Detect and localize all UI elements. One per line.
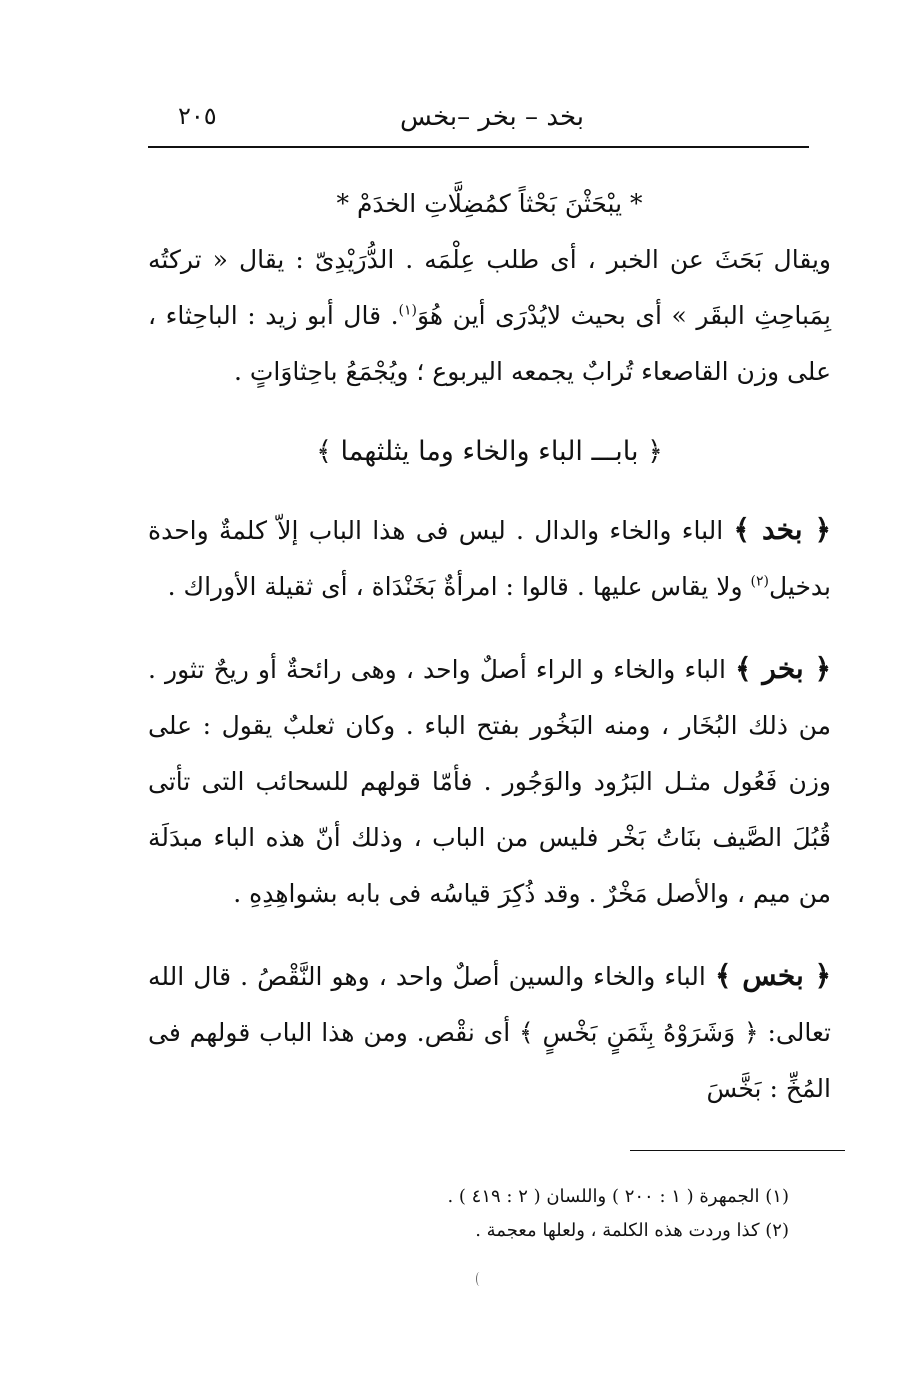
entry-bakhas: [148, 948, 831, 1117]
entry-text: الباء والخاء و الراء أصلٌ واحد ، وهى رائحةٌ أو ريحٌ تثور . من ذلك البُخَار ، ومنه البَخُور بفتح الباء . وكان ثعلبٌ يقول : على وزن فَعُول مثـل البَرُود والوَجُور . فأمّا قولهم للسحائب التى تأتى قُبُلَ الصَّيف بنَاتُ بَخْر فليس من الباب ، وذلك أنّ هذه الباء مبدَلَة من ميم ، والأصل مَخْرٌ . وقد ذُكِرَ قياسُه فى بابه بشواهِدِهِ .: [148, 655, 831, 908]
paragraph-text: ويقال بَحَثَ عن الخبر ، أى طلب عِلْمَه . الدُّرَيْدِىّ : يقال « تركتُه بِمَباحِثِ البقَر » أى بحيث لايُدْرَى أين هُوَ: [148, 245, 831, 330]
section-title: ﴿ بابـــ الباء والخاء وما يثلثهما ﴾: [316, 436, 663, 467]
footnote-ref-1[interactable]: (١): [398, 302, 418, 319]
entry-bakhar: [148, 641, 831, 922]
verse-line: * يبْحَثْنَ بَحْثاً كمُضِلَّاتِ الخدَمْ *: [336, 189, 643, 218]
stray-mark: [476, 1272, 483, 1286]
paragraph-bahath: [148, 232, 831, 400]
header-rule: [148, 146, 809, 148]
entry-text: الباء والخاء والدال . ليس فى هذا الباب إلاّ كلمةٌ واحدة بدخيل: [148, 516, 831, 601]
entry-headword: ﴿ بخس ﴾: [714, 959, 832, 992]
entry-headword: ﴿ بخد ﴾: [733, 513, 832, 546]
entry-headword: ﴿ بخر ﴾: [735, 652, 832, 685]
entry-text: ولا يقاس عليها . قالوا : امرأةٌ بَخَنْدَاة ، أى ثقيلة الأوراك .: [167, 572, 743, 601]
paragraph-text: . قال أبو زيد : الباحِثاء ، على وزن القاصعاء تُرابٌ يجمعه اليربوع ؛ ويُجْمَعُ باحِثاوَاتٍ .: [148, 301, 831, 386]
page-number: ٢٠٥: [178, 102, 217, 130]
footnote-ref-2[interactable]: (٢): [750, 573, 769, 590]
page-header: [148, 96, 809, 146]
footnote-1: (١) الجمهرة ( ١ : ٢٠٠ ) واللسان ( ٢ : ٤١٩ ) .: [447, 1186, 789, 1207]
entry-text: الباء والخاء والسين أصلٌ واحد ، وهو النَّقْصُ . قال الله تعالى: ﴿ وَشَرَوْهُ بِثَمَنٍ بَخْسٍ ﴾ أى نقْص. ومن هذا الباب قولهم فى المُخِّ : بَخَّسَ: [148, 962, 831, 1103]
footnote-rule: [630, 1150, 845, 1151]
footnotes: [189, 1180, 789, 1248]
running-title: بخد – بخر –بخس: [400, 102, 584, 132]
entry-bakhad: [148, 502, 831, 615]
main-text: [148, 176, 831, 1117]
footnote-2: (٢) كذا وردت هذه الكلمة ، ولعلها معجمة .: [475, 1220, 789, 1241]
